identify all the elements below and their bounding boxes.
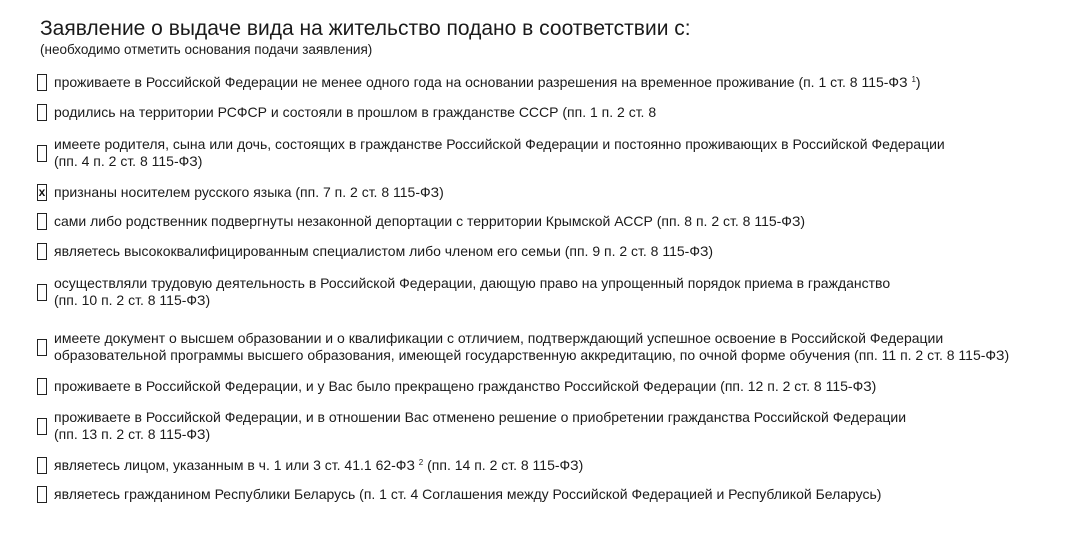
option-row-3 bbox=[37, 136, 945, 170]
checkbox-12[interactable] bbox=[37, 486, 47, 503]
option-label-6: являетесь высококвалифицированным специалистом либо членом его семьи (пп. 9 п. 2 ст. 8 115-ФЗ) bbox=[54, 243, 714, 259]
checkbox-4[interactable]: x bbox=[38, 185, 46, 199]
option-label-12: являетесь гражданином Республики Беларусь (п. 1 ст. 4 Соглашения между Российской Федерацией и Республикой Беларусь) bbox=[54, 486, 882, 502]
checkbox-6[interactable] bbox=[37, 243, 47, 260]
checkbox-11[interactable] bbox=[37, 457, 47, 474]
option-row-6 bbox=[37, 243, 713, 260]
option-label-2: родились на территории РСФСР и состояли в прошлом в гражданстве СССР (пп. 1 п. 2 ст. 8 bbox=[54, 104, 657, 120]
option-row-1 bbox=[37, 74, 921, 91]
option-row-4 bbox=[37, 184, 444, 201]
checkbox-5[interactable] bbox=[37, 213, 47, 230]
option-label-8: имеете документ о высшем образовании и о квалификации с отличием, подтверждающий успешное освоение в Российской Федерации образовательной программы высшего образования, имеющей государственную аккредитацию, по очной форме обучения (пп. 11 п. 2 ст. 8 115-ФЗ) bbox=[54, 330, 1010, 363]
option-label-3: имеете родителя, сына или дочь, состоящих в гражданстве Российской Федерации и постоянно проживающих в Российской Федерации (пп. 4 п. 2 ст. 8 115-ФЗ) bbox=[54, 136, 945, 169]
option-label-11: являетесь лицом, указанным в ч. 1 или 3 ст. 41.1 62-ФЗ $^2$ (пп. 14 п. 2 ст. 8 115-ФЗ) bbox=[54, 457, 584, 473]
checkbox-10[interactable] bbox=[37, 418, 47, 435]
checkbox-9[interactable] bbox=[37, 378, 47, 395]
option-row-9 bbox=[37, 378, 876, 395]
option-row-7 bbox=[37, 275, 890, 309]
option-label-10: проживаете в Российской Федерации, и в отношении Вас отменено решение о приобретении гражданства Российской Федерации (пп. 13 п. 2 ст. 8 115-ФЗ) bbox=[54, 409, 907, 442]
option-row-12 bbox=[37, 486, 881, 503]
checkbox-8[interactable] bbox=[37, 339, 47, 356]
option-row-8 bbox=[37, 330, 1009, 364]
option-label-5: сами либо родственник подвергнуты незаконной депортации с территории Крымской АССР (пп. 8 п. 2 ст. 8 115-ФЗ) bbox=[54, 213, 806, 229]
option-row-2 bbox=[37, 104, 656, 121]
option-label-9: проживаете в Российской Федерации, и у Вас было прекращено гражданство Российской Федерации (пп. 12 п. 2 ст. 8 115-ФЗ) bbox=[54, 378, 877, 394]
option-label-1: проживаете в Российской Федерации не менее одного года на основании разрешения на временное проживание (п. 1 ст. 8 115-ФЗ $^1$) bbox=[54, 74, 921, 90]
option-label-4: признаны носителем русского языка (пп. 7 п. 2 ст. 8 115-ФЗ) bbox=[54, 184, 444, 200]
option-label-7: осуществляли трудовую деятельность в Российской Федерации, дающую право на упрощенный порядок приема в гражданство (пп. 10 п. 2 ст. 8 115-ФЗ) bbox=[54, 275, 891, 308]
checkbox-3[interactable] bbox=[37, 145, 47, 162]
option-row-10 bbox=[37, 409, 906, 443]
checkbox-7[interactable] bbox=[37, 284, 47, 301]
checkbox-1[interactable] bbox=[37, 74, 47, 91]
option-row-5 bbox=[37, 213, 805, 230]
checkbox-2[interactable] bbox=[37, 104, 47, 121]
option-row-11 bbox=[37, 457, 583, 474]
form-title: Заявление о выдаче вида на жительство подано в соответствии с: bbox=[40, 17, 691, 40]
form-subtitle: (необходимо отметить основания подачи заявления) bbox=[40, 42, 373, 57]
